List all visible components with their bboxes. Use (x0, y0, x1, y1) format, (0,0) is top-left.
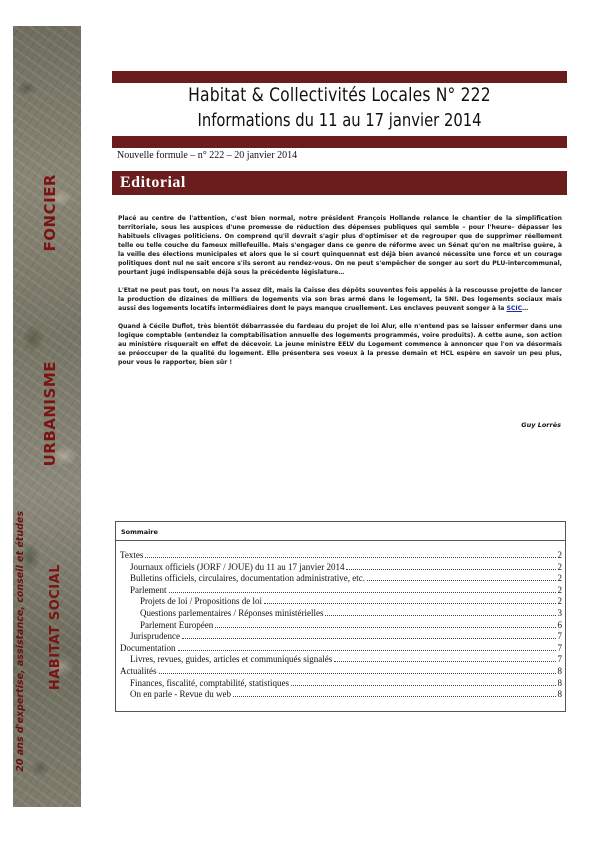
toc-entry-page: 3 (557, 607, 562, 618)
editorial-paragraph-1: Placé au centre de l'attention, c'est bien normal, notre président François Hollande relance le chantier de la simplification territoriale, sous les auspices d'une promesse de réduction des dépenses publiques qui semble – pour l'heure– dépasser les habituels clivages politiciens. On comprend qu'il devrait s'agir plus d'optimiser et de regrouper que de supprimer réellement telle ou telle couche du fameux millefeuille. Mais s'engager dans ce genre de réforme avec un Sénat qu'on ne maîtrise guère, à la veille des élections municipales et alors que le si court quinquennat est déjà bien avancé nécessite une force et un courage politiques dont nul ne sait encore s'ils seront au rendez-vous. On ne peut s'empêcher de songer au sort du PLU-intercommunal, pourtant jugé indispensable déjà sous la précédente législature… (118, 215, 562, 276)
toc-leader (215, 627, 555, 628)
toc-entry-label: Textes (120, 550, 144, 560)
editorial-heading-bar (112, 171, 567, 195)
toc-entry-label: Projets de loi / Propositions de loi (140, 596, 263, 607)
newsletter-title: Habitat & Collectivités Locales N° 222 (188, 84, 491, 106)
toc-entry[interactable] (116, 631, 565, 643)
toc-leader (291, 685, 556, 686)
toc-entry-page: 7 (557, 631, 562, 642)
toc-leader (233, 696, 556, 697)
toc-entry-label: Livres, revues, guides, articles et communiqués signalés (130, 654, 333, 665)
toc-entry-page: 2 (557, 573, 562, 584)
toc-entry-label: Questions parlementaires / Réponses ministérielles (140, 607, 324, 618)
editorial-body (118, 214, 562, 376)
toc-list (116, 541, 565, 701)
toc-leader (182, 638, 556, 639)
toc-leader (346, 569, 555, 570)
toc-entry-page: 8 (557, 689, 562, 700)
toc-entry[interactable] (116, 608, 565, 620)
toc-entry-label: Actualités (120, 665, 157, 676)
toc-leader (334, 661, 555, 662)
toc-entry[interactable] (116, 562, 565, 574)
toc-leader (169, 592, 556, 593)
toc-entry-page: 6 (557, 619, 562, 630)
toc-leader (367, 580, 555, 581)
toc-entry[interactable] (116, 666, 565, 678)
toc-leader (145, 557, 555, 558)
toc-entry-label: Documentation (120, 642, 176, 653)
toc-entry-page: 7 (557, 654, 562, 665)
strip-word-urbanisme: URBANISME (41, 361, 59, 467)
toc-entry[interactable] (116, 678, 565, 690)
editorial-paragraph-2-end: … (522, 305, 529, 312)
aerial-photo-strip (13, 26, 81, 807)
toc-entry-label: Journaux officiels (JORF / JOUE) du 11 au 17 janvier 2014 (130, 561, 345, 572)
header-bottom-bar (112, 136, 567, 148)
editorial-paragraph-2 (118, 286, 562, 313)
editorial-paragraph-3: Quand à Cécile Duflot, très bientôt débarrassée du fardeau du projet de loi Alur, elle n'entend pas se laisser enfermer dans une logique comptable (entendez la comptabilisation annuelle des logements programmés, voire produits). A cette aune, son action au ministère risquerait en effet de décevoir. La jeune ministre EELV du Logement commence à annoncer que l'on va désormais se préoccuper de la qualité du logement. Elle présentera ses voeux à la presse demain et HCL espère en savoir un peu plus, pour vous le rapporter, bien sûr ! (118, 323, 562, 366)
toc-entry-page: 8 (557, 677, 562, 688)
toc-leader (325, 615, 555, 616)
toc-entry[interactable] (116, 620, 565, 632)
strip-word-habitat-social: HABITAT SOCIAL (48, 564, 63, 691)
toc-entry-page: 8 (557, 665, 562, 676)
toc-entry-label: On en parle - Revue du web (130, 689, 231, 700)
editorial-heading: Editorial (120, 174, 186, 191)
toc-entry-label: Parlement Européen (140, 619, 214, 630)
toc-entry[interactable] (116, 643, 565, 655)
toc-leader (264, 603, 555, 604)
toc-entry[interactable] (116, 585, 565, 597)
editorial-paragraph-2-text: L'Etat ne peut pas tout, on nous l'a assez dit, mais la Caisse des dépôts souventes fois appelés à la rescousse projette de lancer la production de dizaines de milliers de logements via son bras armé dans le logement, la SNI. Des logements sociaux mais aussi des logements locatifs intermédiaires dont le pays manque cruellement. Les enclaves peuvent songer à la (118, 287, 562, 312)
toc-entry[interactable] (116, 550, 565, 562)
strip-tagline: 20 ans d'expertise, assistance, conseil et études (15, 511, 26, 772)
toc-entry[interactable] (116, 596, 565, 608)
toc-entry-label: Parlement (130, 584, 167, 595)
editorial-signature: Guy Lorrès (521, 421, 561, 429)
toc-entry[interactable] (116, 573, 565, 585)
scic-link[interactable]: SCIC (506, 305, 523, 312)
toc-entry-label: Bulletins officiels, circulaires, documentation administrative, etc. (130, 573, 366, 584)
issue-subtitle: Nouvelle formule – n° 222 – 20 janvier 2014 (117, 150, 298, 161)
table-of-contents (115, 521, 566, 712)
toc-entry-page: 2 (557, 561, 562, 572)
toc-entry-page: 2 (557, 550, 562, 560)
strip-word-foncier: FONCIER (41, 174, 59, 252)
toc-entry-page: 7 (557, 642, 562, 653)
toc-entry[interactable] (116, 689, 565, 701)
toc-entry-page: 2 (557, 584, 562, 595)
header-top-bar (112, 71, 567, 83)
toc-entry-label: Finances, fiscalité, comptabilité, statistiques (130, 677, 289, 688)
toc-entry[interactable] (116, 654, 565, 666)
toc-entry-label: Jurisprudence (130, 631, 180, 642)
toc-entry-page: 2 (557, 596, 562, 607)
toc-leader (178, 650, 556, 651)
toc-leader (159, 673, 556, 674)
toc-title: Sommaire (116, 522, 565, 541)
newsletter-dates: Informations du 11 au 17 janvier 2014 (197, 110, 482, 131)
